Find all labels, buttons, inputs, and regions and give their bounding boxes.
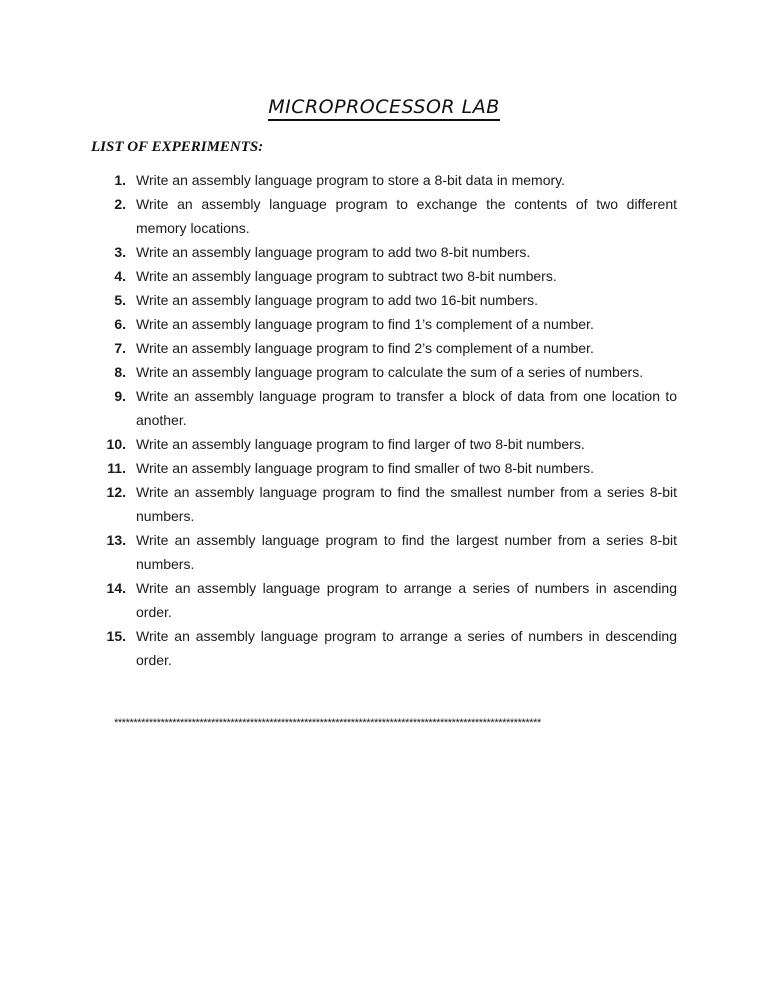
list-item-number: 14. (106, 580, 126, 596)
list-item-text: Write an assembly language program to arrange a series of numbers in ascending order. (136, 580, 677, 620)
separator-line: ************************************************************************************************************** (114, 717, 541, 729)
list-item-number: 13. (106, 532, 126, 548)
list-item (0, 336, 677, 360)
list-item-text: Write an assembly language program to find 1’s complement of a number. (136, 316, 594, 332)
list-item (0, 360, 677, 384)
list-item-text: Write an assembly language program to transfer a block of data from one location to another. (136, 388, 677, 428)
list-item-number: 5. (114, 292, 126, 308)
list-item-number: 6. (114, 316, 126, 332)
list-item-text: Write an assembly language program to store a 8-bit data in memory. (136, 172, 566, 188)
list-item (0, 168, 677, 192)
list-item-text: Write an assembly language program to find smaller of two 8-bit numbers. (136, 460, 595, 476)
list-item (0, 384, 677, 432)
list-item-text: Write an assembly language program to find larger of two 8-bit numbers. (136, 436, 585, 452)
list-item (0, 456, 677, 480)
list-item-number: 4. (114, 268, 126, 284)
list-item-text: Write an assembly language program to arrange a series of numbers in descending order. (136, 628, 677, 668)
list-item-text: Write an assembly language program to add two 8-bit numbers. (136, 244, 531, 260)
list-item-number: 10. (106, 436, 126, 452)
list-item (0, 288, 677, 312)
list-item (0, 312, 677, 336)
list-item (0, 576, 677, 624)
list-item-text: Write an assembly language program to calculate the sum of a series of numbers. (136, 364, 644, 380)
list-item-number: 3. (114, 244, 126, 260)
list-item (0, 192, 677, 240)
list-item-text: Write an assembly language program to add two 16-bit numbers. (136, 292, 539, 308)
list-item-text: Write an assembly language program to subtract two 8-bit numbers. (136, 268, 557, 284)
list-item (0, 528, 677, 576)
experiment-list (0, 168, 768, 672)
list-item-number: 7. (114, 340, 126, 356)
list-item-number: 15. (106, 628, 126, 644)
page-title-text: MICROPROCESSOR LAB (268, 96, 500, 121)
list-item-number: 2. (114, 196, 126, 212)
list-item-number: 1. (114, 172, 126, 188)
page-title (0, 96, 768, 121)
list-item-text: Write an assembly language program to find the smallest number from a series 8-bit numbers. (136, 484, 677, 524)
list-item (0, 240, 677, 264)
list-item (0, 264, 677, 288)
list-item-text: Write an assembly language program to find 2’s complement of a number. (136, 340, 594, 356)
list-item-text: Write an assembly language program to find the largest number from a series 8-bit numbers. (136, 532, 677, 572)
list-item-number: 12. (106, 484, 126, 500)
list-item (0, 480, 677, 528)
list-item-number: 9. (114, 388, 126, 404)
list-item-text: Write an assembly language program to exchange the contents of two different memory locations. (136, 196, 677, 236)
list-item-number: 11. (107, 460, 126, 476)
list-heading: LIST OF EXPERIMENTS: (91, 139, 264, 155)
list-item (0, 624, 677, 672)
list-item-number: 8. (114, 364, 126, 380)
list-item (0, 432, 677, 456)
